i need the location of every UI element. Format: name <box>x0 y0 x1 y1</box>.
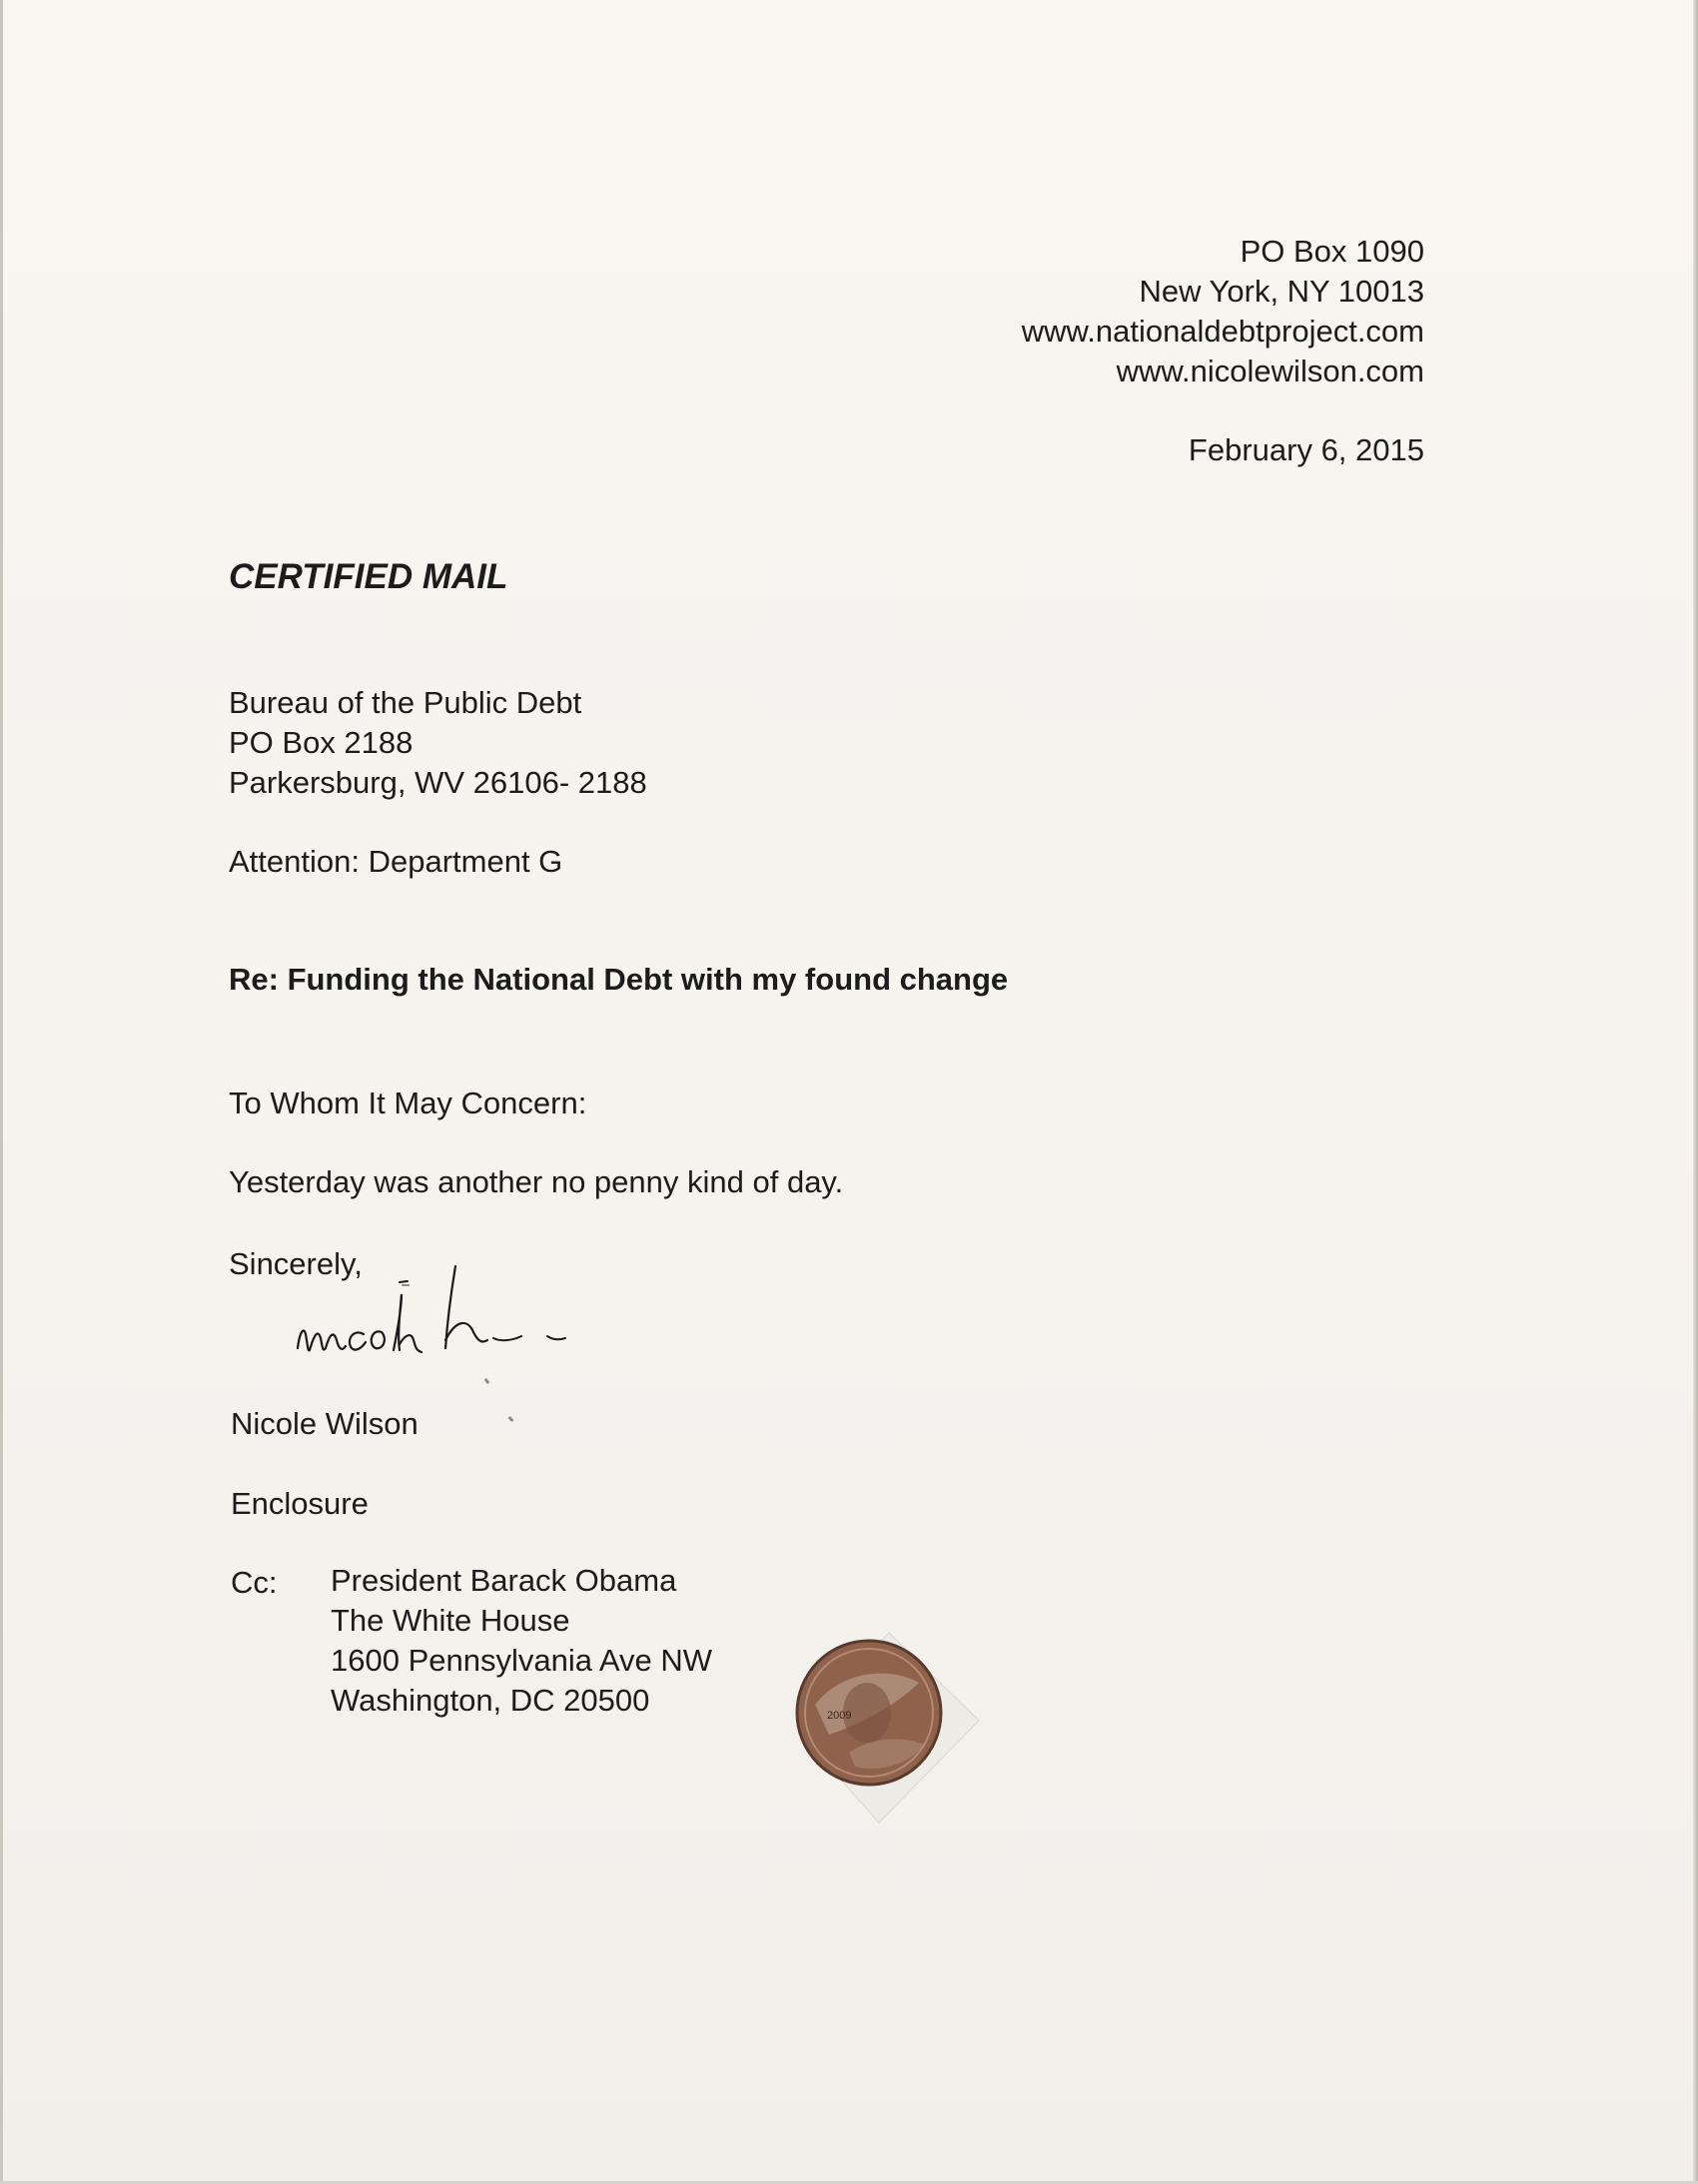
recipient-name: Bureau of the Public Debt <box>229 685 582 720</box>
enclosure-note: Enclosure <box>231 1486 369 1521</box>
letter-body: Yesterday was another no penny kind of day. <box>229 1164 844 1199</box>
recipient-po-box: PO Box 2188 <box>229 725 414 760</box>
scan-speck <box>402 1284 410 1286</box>
cc-name: President Barack Obama <box>331 1563 677 1598</box>
delivery-method: CERTIFIED MAIL <box>229 557 508 596</box>
cc-org: The White House <box>331 1603 570 1638</box>
penny-coin-icon <box>797 1641 941 1785</box>
recipient-city-line: Parkersburg, WV 26106- 2188 <box>229 765 647 800</box>
taped-penny <box>769 1613 999 1842</box>
sender-city-line: New York, NY 10013 <box>1139 274 1424 309</box>
subject-line: Re: Funding the National Debt with my found change <box>229 962 1009 997</box>
cc-city-line: Washington, DC 20500 <box>331 1683 650 1718</box>
cc-street: 1600 Pennsylvania Ave NW <box>331 1643 712 1678</box>
sender-po-box: PO Box 1090 <box>1240 234 1424 269</box>
scan-edge-left <box>0 0 3 2184</box>
attention-line: Attention: Department G <box>229 844 563 879</box>
handwritten-signature <box>290 1260 659 1380</box>
cc-label: Cc: <box>231 1565 278 1600</box>
sender-website-1: www.nationaldebtproject.com <box>1021 314 1424 349</box>
svg-text:2009: 2009 <box>827 1710 852 1722</box>
sender-address-block <box>1022 232 1424 391</box>
closing: Sincerely, <box>229 1246 363 1281</box>
letter-date: February 6, 2015 <box>1188 432 1424 467</box>
scan-edge-right <box>1693 0 1698 2184</box>
signer-name: Nicole Wilson <box>231 1406 419 1441</box>
sender-website-2: www.nicolewilson.com <box>1116 354 1424 388</box>
scan-speck <box>507 1416 513 1422</box>
salutation: To Whom It May Concern: <box>229 1086 587 1120</box>
recipient-address-block <box>229 683 647 803</box>
cc-address-block <box>331 1561 712 1721</box>
